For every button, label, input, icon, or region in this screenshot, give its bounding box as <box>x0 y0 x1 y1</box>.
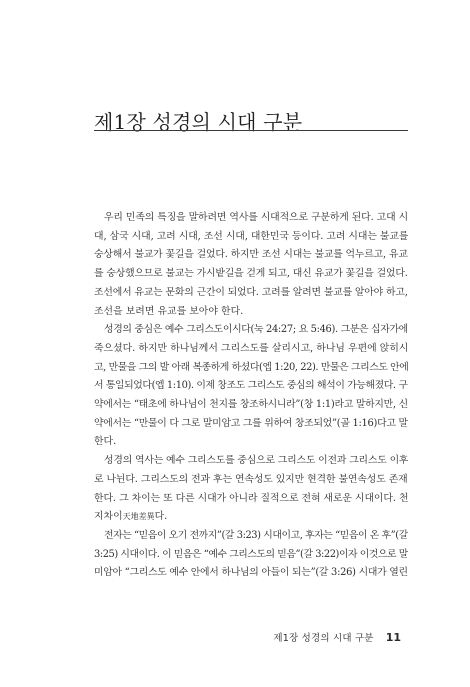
hanja-suffix: 다. <box>154 511 168 523</box>
page-footer <box>273 630 401 644</box>
page-number: 11 <box>385 631 401 644</box>
body-text <box>94 209 408 583</box>
text-line: 우리 민족의 특징을 말하려면 역사를 시대적으로 구분하게 된다. 고대 시 <box>104 212 408 223</box>
text-line: 를 숭상했으므로 불교는 가시밭길을 걷게 되고, 대신 유교가 꽃길을 걸었다. <box>94 268 408 280</box>
text-line: 성경의 역사는 예수 그리스도를 중심으로 그리스도 이전과 그리스도 이후 <box>104 455 408 467</box>
text-line: 성경의 중심은 예수 그리스도이시다(눅 24:27; 요 5:46). 그분은 십자가에 <box>104 324 408 336</box>
text-line: 로 나뉜다. 그리스도의 전과 후는 연속성도 있지만 현격한 불연속성도 존재 <box>94 473 408 485</box>
text-line-hanja <box>94 508 408 527</box>
text-line: 한다. <box>94 436 117 448</box>
running-footer: 제1장 성경의 시대 구분 <box>273 633 374 644</box>
text-line: 조선에서 유교는 문화의 근간이 되었다. 고려를 알려면 불교를 알아야 하고, <box>94 286 408 298</box>
text-line: 대, 삼국 시대, 고려 시대, 조선 시대, 대한민국 등이다. 고려 시대는 불교를 <box>94 230 408 242</box>
chapter-title: 제1장 성경의 시대 구분 <box>94 110 303 135</box>
text-line: 한다. 그 차이는 또 다른 시대가 아니라 질적으로 전혀 새로운 시대이다. 천 <box>94 492 408 504</box>
text-line: 3:25) 시대이다. 이 믿음은 “예수 그리스도의 믿음”(갈 3:22)이자 이것으로 말 <box>94 548 408 560</box>
text-line: 약에서는 “만물이 다 그로 말미암고 그를 위하여 창조되었”(골 1:16)다고 말 <box>94 417 408 429</box>
text-line: 약에서는 “태초에 하나님이 천지를 창조하시니라”(창 1:1)라고 말하지만, 신 <box>94 399 408 411</box>
text-line: 미암아 “그리스도 예수 안에서 하나님의 아들이 되는”(갈 3:26) 시대가 열린 <box>94 567 408 579</box>
text-line: 죽으셨다. 하지만 하나님께서 그리스도를 살리시고, 하나님 우편에 앉히시 <box>94 342 408 354</box>
hanja-text: 天地差異 <box>122 512 155 522</box>
text-line: 전자는 “믿음이 오기 전까지”(갈 3:23) 시대이고, 후자는 “믿음이 온 후”(갈 <box>104 529 408 541</box>
text-line: 숭상해서 불교가 꽃길을 걸었다. 하지만 조선 시대는 불교를 억누르고, 유교 <box>94 249 408 261</box>
hanja-prefix: 지차이 <box>94 511 123 523</box>
text-line: 조선을 보려면 유교를 보아야 한다. <box>94 305 244 317</box>
text-line: 서 통일되었다(엡 1:10). 이제 창조도 그리스도 중심의 해석이 가능해졌다. 구 <box>94 380 408 392</box>
title-divider <box>94 130 408 131</box>
text-line: 고, 만물을 그의 발 아래 복종하게 하셨다(엡 1:20, 22). 만물은 그리스도 안에 <box>94 361 408 373</box>
